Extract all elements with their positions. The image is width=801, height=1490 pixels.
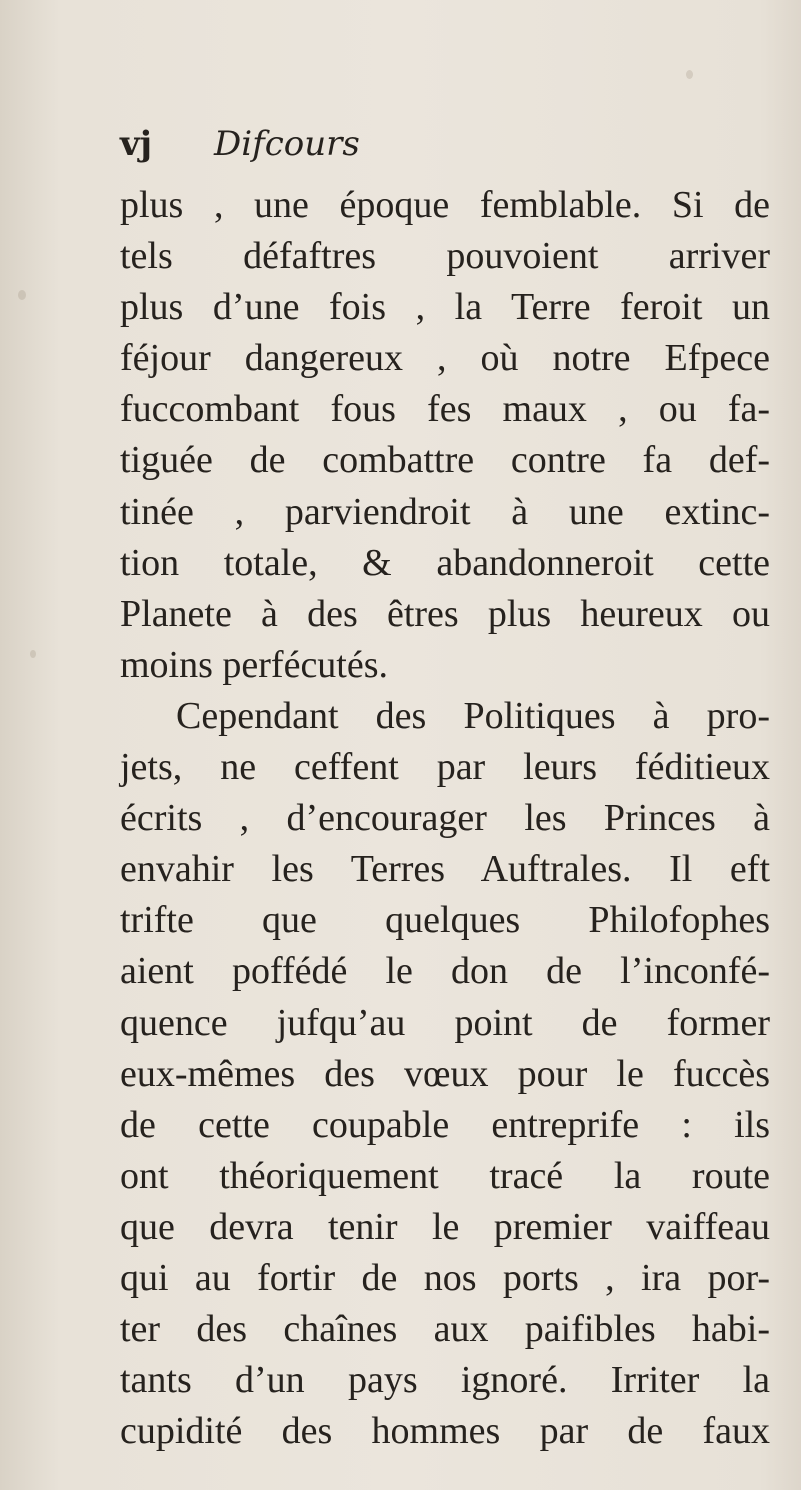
text-line: eux-mêmes des vœux pour le fuccès	[120, 1052, 770, 1095]
text-line: tels défaftres pouvoient arriver	[120, 235, 770, 278]
running-title: Difcours	[214, 124, 360, 164]
text-line: écrits , d’encourager les Princes à	[120, 797, 770, 840]
text-line: jets, ne ceffent par leurs féditieux	[120, 746, 770, 789]
paper-stain	[18, 290, 26, 300]
text-line: ont théoriquement tracé la route	[120, 1154, 770, 1197]
text-line: fuccombant fous fes maux , ou fa-	[120, 388, 770, 431]
text-line: moins perfécutés.	[120, 643, 389, 686]
text-line: Cependant des Politiques à pro-	[176, 694, 770, 737]
text-line: tion totale, & abandonneroit cette	[120, 541, 770, 584]
text-line: plus d’une fois , la Terre feroit un	[120, 286, 770, 329]
text-line: féjour dangereux , où notre Efpece	[120, 337, 770, 380]
text-line: qui au fortir de nos ports , ira por-	[120, 1256, 770, 1299]
text-line: ter des chaînes aux paifibles habi-	[120, 1308, 770, 1351]
text-line: que devra tenir le premier vaiffeau	[120, 1205, 770, 1248]
page-header	[120, 124, 680, 172]
text-line: tiguée de combattre contre fa def-	[120, 439, 770, 482]
text-line: de cette coupable entreprife : ils	[120, 1103, 770, 1146]
text-line: cupidité des hommes par de faux	[120, 1410, 770, 1453]
text-line: quence jufqu’au point de former	[120, 1001, 770, 1044]
text-line: aient poffédé le don de l’inconfé-	[120, 950, 770, 993]
text-line: Planete à des êtres plus heureux ou	[120, 592, 770, 635]
text-line: tants d’un pays ignoré. Irriter la	[120, 1359, 770, 1402]
text-line: plus , une époque femblable. Si de	[120, 184, 770, 226]
text-line: tinée , parviendroit à une extinc-	[120, 490, 770, 533]
text-line: envahir les Terres Auftrales. Il eft	[120, 848, 770, 891]
body-text	[120, 180, 770, 1457]
paper-stain	[686, 70, 693, 79]
paper-stain	[30, 650, 36, 658]
page-number: vj	[120, 124, 153, 164]
text-line: trifte que quelques Philofophes	[120, 899, 770, 942]
